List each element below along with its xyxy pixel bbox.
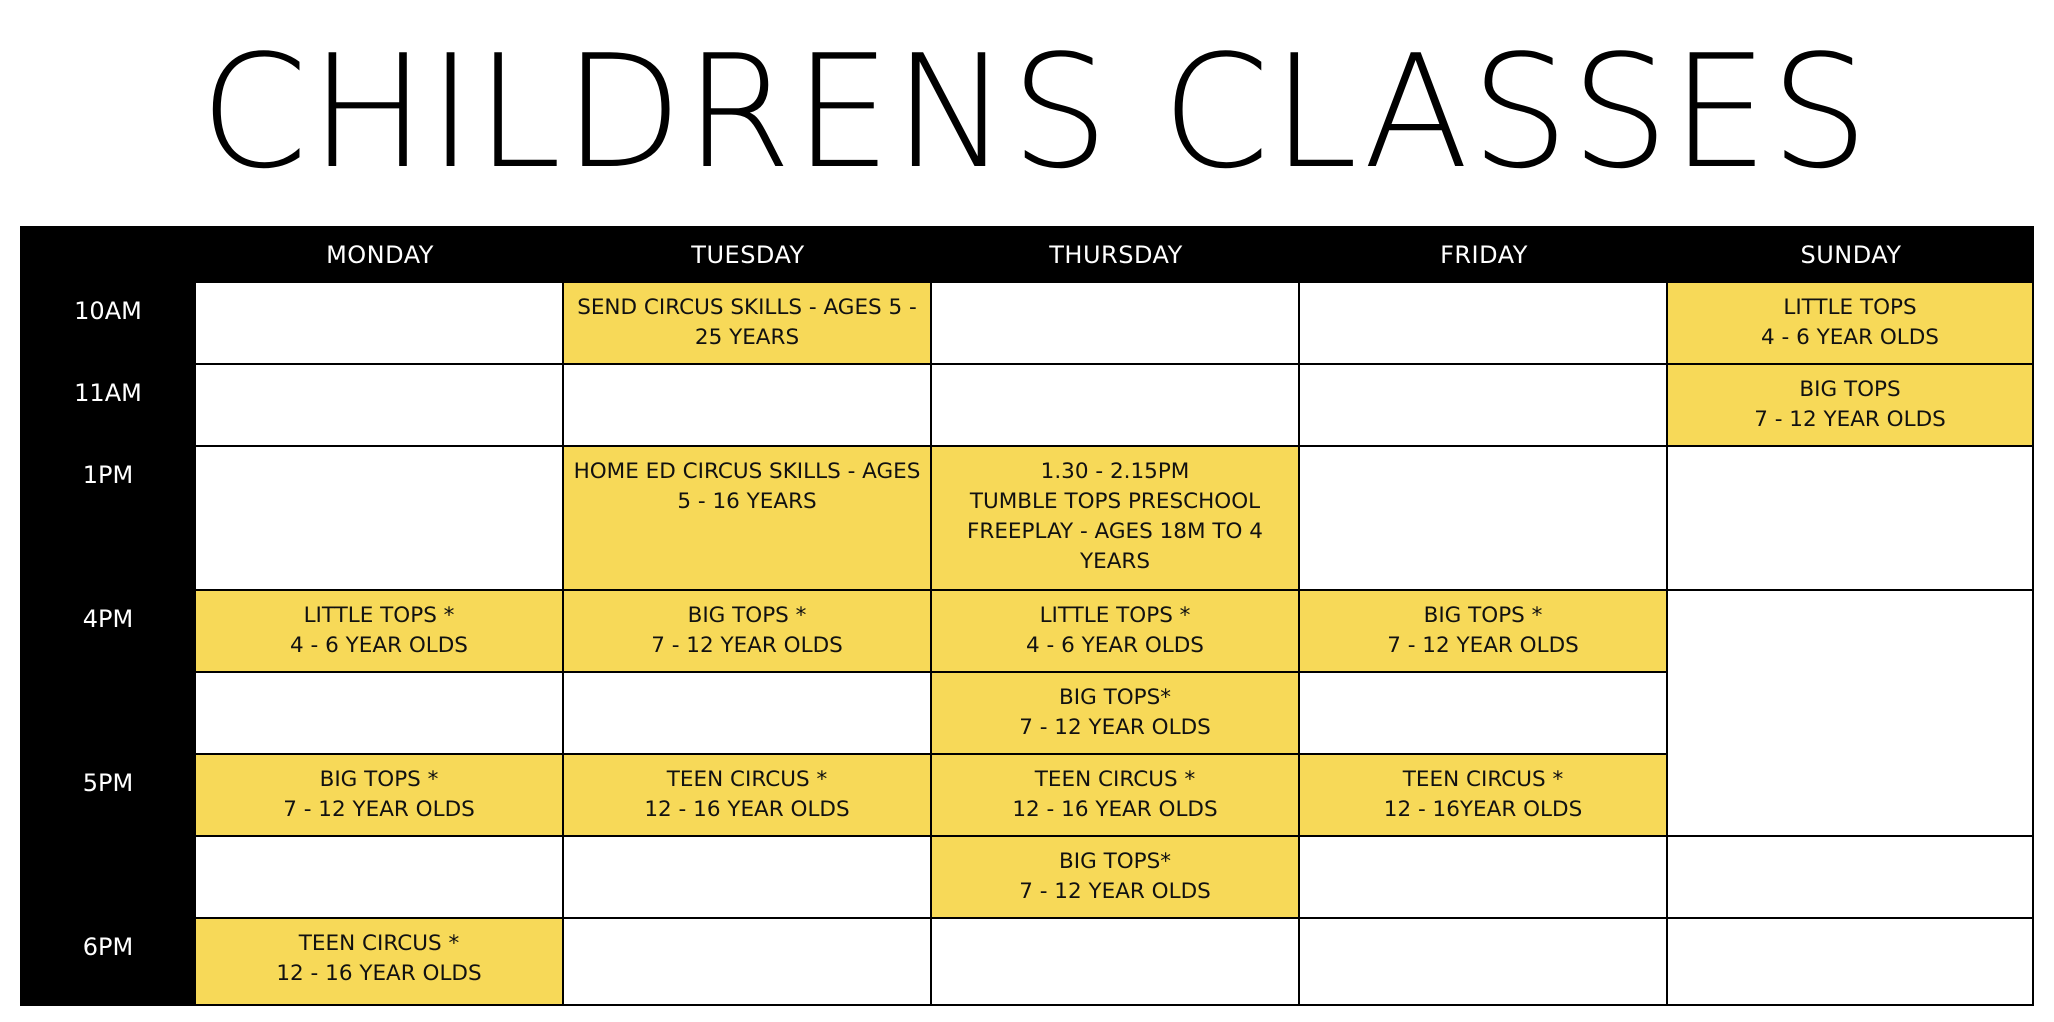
day-header-friday: FRIDAY bbox=[1440, 240, 1528, 269]
slot-thu-11am bbox=[932, 365, 1300, 447]
slot-fri-530pm bbox=[1300, 837, 1668, 919]
class-slot-thu-430pm[interactable]: BIG TOPS* 7 - 12 YEAR OLDS bbox=[932, 673, 1300, 755]
class-slot-tue-5pm[interactable]: TEEN CIRCUS * 12 - 16 YEAR OLDS bbox=[564, 755, 932, 837]
slot-fri-6pm bbox=[1300, 919, 1668, 1006]
slot-sun-4pm-5pm bbox=[1668, 591, 2034, 837]
slot-mon-10am bbox=[196, 283, 564, 365]
class-slot-tue-4pm[interactable]: BIG TOPS * 7 - 12 YEAR OLDS bbox=[564, 591, 932, 673]
slot-tue-11am bbox=[564, 365, 932, 447]
class-slot-fri-4pm[interactable]: BIG TOPS * 7 - 12 YEAR OLDS bbox=[1300, 591, 1668, 673]
class-slot-tue-10am[interactable]: SEND CIRCUS SKILLS - AGES 5 - 25 YEARS bbox=[564, 283, 932, 365]
slot-fri-1pm bbox=[1300, 447, 1668, 591]
slot-tue-530pm bbox=[564, 837, 932, 919]
slot-tue-430pm bbox=[564, 673, 932, 755]
page-title: CHILDRENS CLASSES bbox=[200, 21, 1871, 203]
class-slot-fri-5pm[interactable]: TEEN CIRCUS * 12 - 16YEAR OLDS bbox=[1300, 755, 1668, 837]
slot-thu-10am bbox=[932, 283, 1300, 365]
class-slot-sun-11am[interactable]: BIG TOPS 7 - 12 YEAR OLDS bbox=[1668, 365, 2034, 447]
class-slot-tue-1pm[interactable]: HOME ED CIRCUS SKILLS - AGES 5 - 16 YEARS bbox=[564, 447, 932, 591]
slot-thu-6pm bbox=[932, 919, 1300, 1006]
time-label-1pm: 1PM bbox=[82, 461, 134, 489]
time-label-10am: 10AM bbox=[74, 297, 142, 325]
timetable bbox=[20, 226, 2034, 1006]
time-label-5pm: 5PM bbox=[82, 769, 134, 797]
class-slot-mon-5pm[interactable]: BIG TOPS * 7 - 12 YEAR OLDS bbox=[196, 755, 564, 837]
class-slot-thu-1pm[interactable]: 1.30 - 2.15PM TUMBLE TOPS PRESCHOOL FREEPLAY - AGES 18M TO 4 YEARS bbox=[932, 447, 1300, 591]
day-header-tuesday: TUESDAY bbox=[691, 240, 805, 269]
slot-mon-1pm bbox=[196, 447, 564, 591]
class-slot-mon-6pm[interactable]: TEEN CIRCUS * 12 - 16 YEAR OLDS bbox=[196, 919, 564, 1006]
slot-fri-11am bbox=[1300, 365, 1668, 447]
slot-sun-6pm bbox=[1668, 919, 2034, 1006]
slot-mon-430pm bbox=[196, 673, 564, 755]
slot-fri-10am bbox=[1300, 283, 1668, 365]
slot-tue-6pm bbox=[564, 919, 932, 1006]
slot-mon-530pm bbox=[196, 837, 564, 919]
slot-sun-1pm bbox=[1668, 447, 2034, 591]
class-slot-thu-5pm[interactable]: TEEN CIRCUS * 12 - 16 YEAR OLDS bbox=[932, 755, 1300, 837]
slot-sun-530pm bbox=[1668, 837, 2034, 919]
class-slot-thu-530pm[interactable]: BIG TOPS* 7 - 12 YEAR OLDS bbox=[932, 837, 1300, 919]
day-header-monday: MONDAY bbox=[326, 240, 434, 269]
day-header-thursday: THURSDAY bbox=[1049, 240, 1183, 269]
time-label-6pm: 6PM bbox=[82, 933, 134, 961]
time-label-4pm: 4PM bbox=[82, 605, 134, 633]
class-slot-sun-10am[interactable]: LITTLE TOPS 4 - 6 YEAR OLDS bbox=[1668, 283, 2034, 365]
class-slot-mon-4pm[interactable]: LITTLE TOPS * 4 - 6 YEAR OLDS bbox=[196, 591, 564, 673]
class-slot-thu-4pm[interactable]: LITTLE TOPS * 4 - 6 YEAR OLDS bbox=[932, 591, 1300, 673]
slot-fri-430pm bbox=[1300, 673, 1668, 755]
time-label-11am: 11AM bbox=[74, 379, 142, 407]
day-header-sunday: SUNDAY bbox=[1800, 240, 1902, 269]
slot-mon-11am bbox=[196, 365, 564, 447]
